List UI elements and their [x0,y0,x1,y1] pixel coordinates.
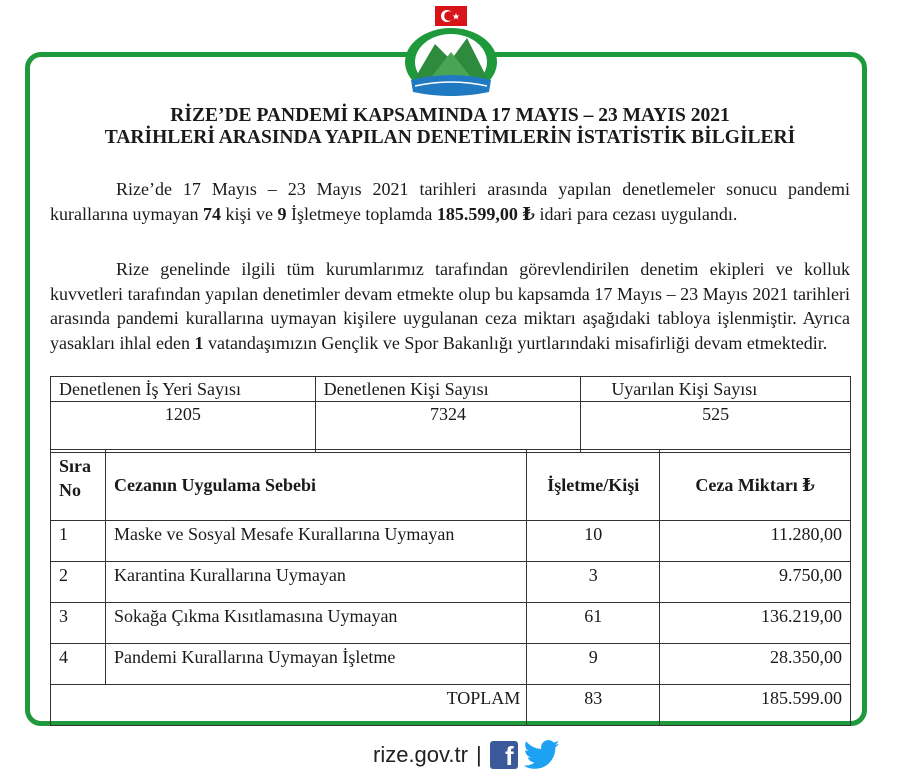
table-row [51,562,851,603]
row-amount: 28.350,00 [660,644,851,685]
para2-text: Rize genelinde ilgili tüm kurumlarımız tarafından görevlendirilen denetim ekipleri ve kolluk kuvvetleri tarafından yapılan denetimler devam etmekte olup bu kapsamda 17 Mayıs – 23 Mayıs 2021 tarihleri arasında pandemi kurallarına uymayan kişilere uygulanan ceza miktarı aşağıdaki tabloya işlenmiştir. Ayrıca yasakları ihlal eden [50,259,850,353]
facebook-glyph: f [505,741,514,769]
header-count: İşletme/Kişi [527,450,660,521]
para1-text: Rize’de 17 Mayıs – 23 Mayıs 2021 tarihleri arasında yapılan denetlemeler sonucu pandemi kurallarına uymayan [50,179,850,224]
table-row [51,603,851,644]
total-count: 83 [527,685,660,726]
row-count: 3 [527,562,660,603]
fines-header-row [51,450,851,521]
table-row [51,644,851,685]
paragraph-details [50,257,850,355]
inspection-summary-table [50,376,851,453]
table-row [51,521,851,562]
para2-text: vatandaşımızın Gençlik ve Spor Bakanlığı yurtlarındaki misafirliği devam etmektedir. [203,332,828,353]
row-no: 4 [51,644,106,685]
row-count: 61 [527,603,660,644]
row-amount: 9.750,00 [660,562,851,603]
header-reason: Cezanın Uygulama Sebebi [105,450,526,521]
para1-text: İşletmeye toplamda [286,203,437,224]
title-line-2: TARİHLERİ ARASINDA YAPILAN DENETİMLERİN İSTATİSTİK BİLGİLERİ [104,127,796,148]
summary-header-row [51,377,851,402]
row-no: 2 [51,562,106,603]
person-count: 74 [202,203,221,224]
summary-header: Uyarılan Kişi Sayısı [581,377,851,402]
header-amount: Ceza Miktarı ₺ [660,450,851,521]
summary-header: Denetlenen Kişi Sayısı [315,377,581,402]
footer-separator: | [475,742,482,767]
row-count: 9 [527,644,660,685]
website-link[interactable]: rize.gov.tr [373,742,468,767]
para1-text: kişi ve [220,203,278,224]
fines-table [50,449,851,726]
citizen-count: 1 [194,332,204,353]
row-count: 10 [527,521,660,562]
row-no: 1 [51,521,106,562]
row-amount: 136.219,00 [660,603,851,644]
paragraph-summary [50,177,850,226]
total-fine: 185.599,00 ₺ [436,203,535,224]
summary-header: Denetlenen İş Yeri Sayısı [51,377,316,402]
rize-governorship-logo [401,0,501,100]
twitter-icon[interactable] [524,739,560,771]
header-sira-no: Sıra No [51,450,106,521]
row-reason: Karantina Kurallarına Uymayan [105,562,526,603]
total-row [51,685,851,726]
summary-value-row [51,402,851,453]
title-line-1: RİZE’DE PANDEMİ KAPSAMINDA 17 MAYIS – 23 MAYIS 2021 [170,105,730,126]
row-reason: Maske ve Sosyal Mesafe Kurallarına Uymayan [105,521,526,562]
row-reason: Sokağa Çıkma Kısıtlamasına Uymayan [105,603,526,644]
footer [373,738,560,772]
total-label: TOPLAM [51,685,527,726]
summary-value: 525 [581,402,851,453]
para1-text: idari para cezası uygulandı. [534,203,738,224]
summary-value: 1205 [51,402,316,453]
facebook-icon[interactable] [490,741,518,769]
document-title [50,105,850,149]
row-reason: Pandemi Kurallarına Uymayan İşletme [105,644,526,685]
summary-value: 7324 [315,402,581,453]
row-no: 3 [51,603,106,644]
business-count: 9 [277,203,287,224]
row-amount: 11.280,00 [660,521,851,562]
total-amount: 185.599.00 [660,685,851,726]
